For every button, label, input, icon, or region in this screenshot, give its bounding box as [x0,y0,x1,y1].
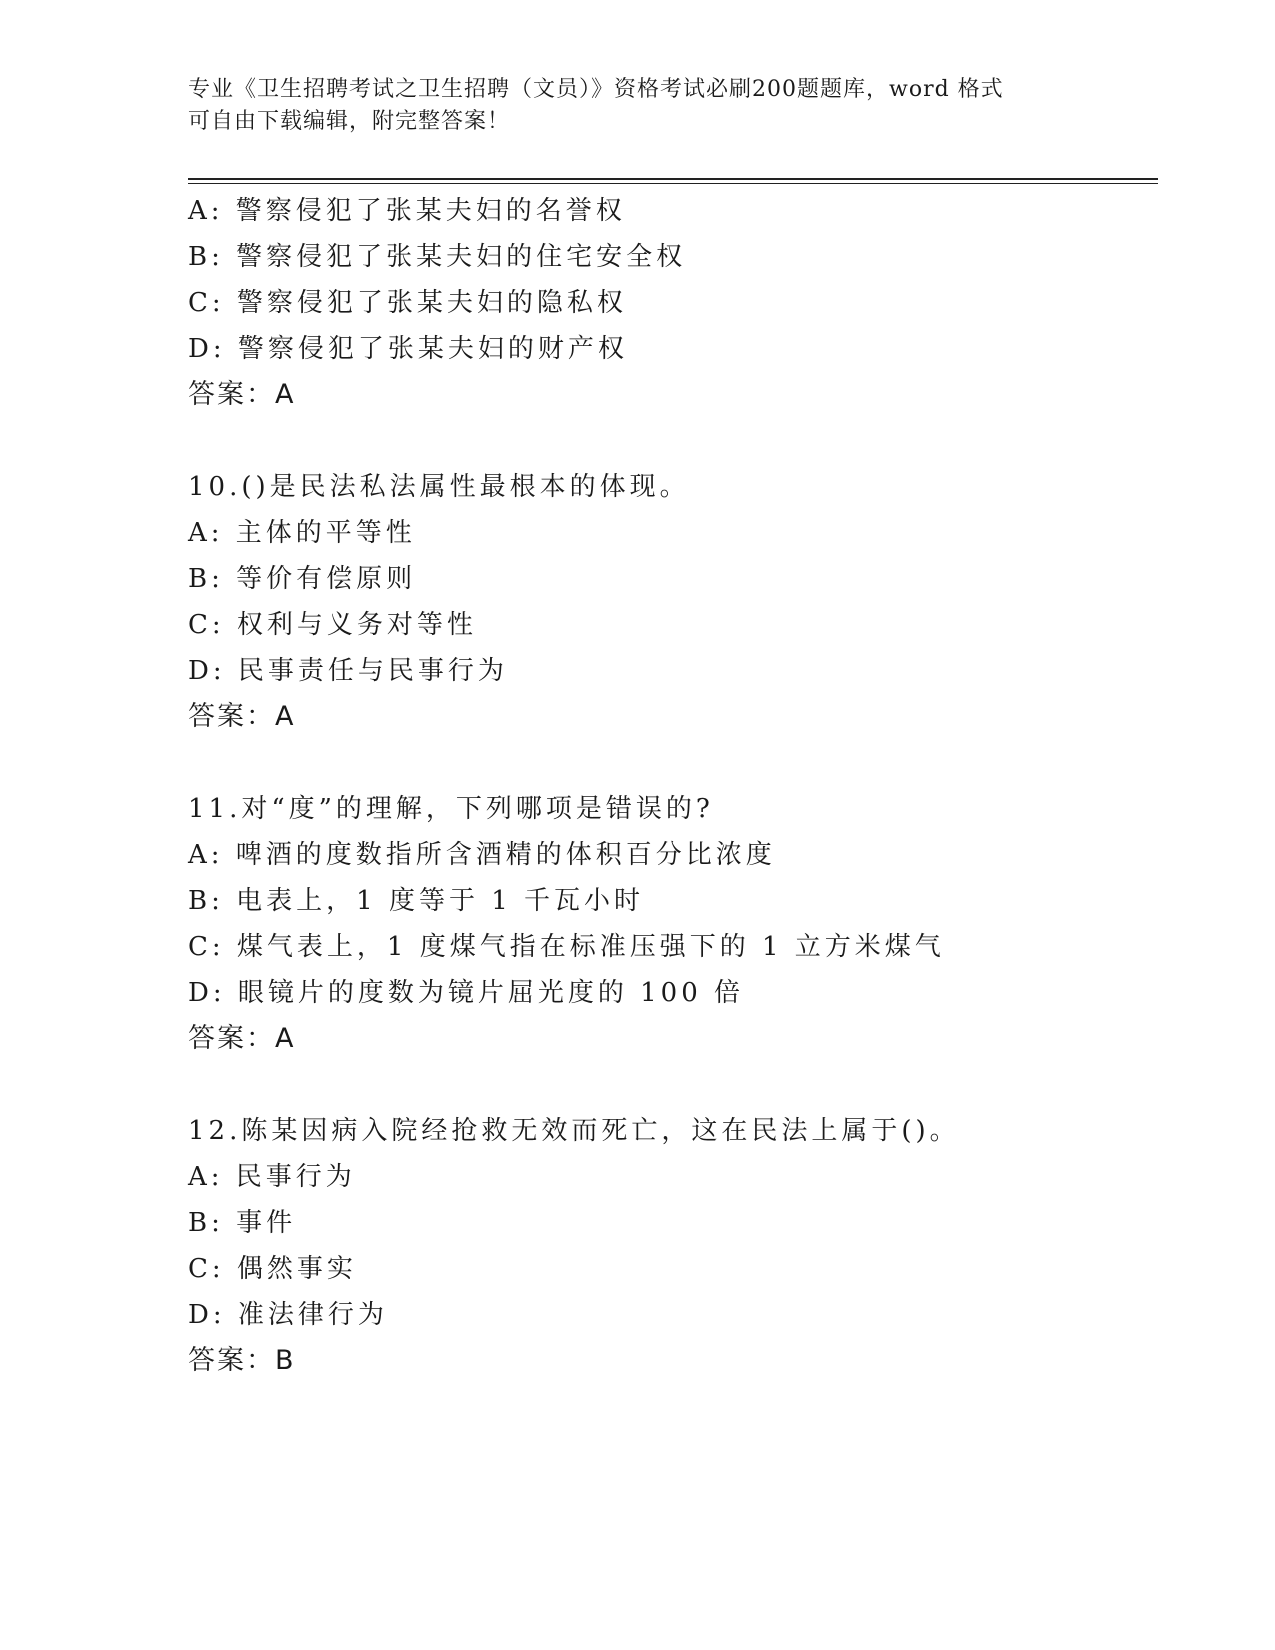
answer: 答案：B [188,1345,296,1376]
question-list [188,188,1148,1384]
option-c: C: 偶然事实 [188,1254,357,1284]
option-d: D: 准法律行为 [188,1300,388,1330]
header-line-2: 可自由下载编辑，附完整答案！ [188,109,511,134]
option-a: A: 警察侵犯了张某夫妇的名誉权 [188,196,626,226]
option-a: A: 主体的平等性 [188,518,416,548]
document-header [188,74,1088,138]
question-text: 10.()是民法私法属性最根本的体现。 [188,472,690,502]
option-b: B: 等价有偿原则 [188,564,417,594]
answer: 答案：A [188,379,296,410]
spacer [188,418,1148,464]
question-12 [188,1108,1148,1384]
answer: 答案：A [188,1023,296,1054]
spacer [188,740,1148,786]
option-d: D: 警察侵犯了张某夫妇的财产权 [188,334,628,364]
option-c: C: 煤气表上，1 度煤气指在标准压强下的 1 立方米煤气 [188,932,945,962]
spacer [188,1062,1148,1108]
answer: 答案：A [188,701,296,732]
question-text: 11.对“度”的理解，下列哪项是错误的? [188,794,714,824]
option-d: D: 眼镜片的度数为镜片屈光度的 100 倍 [188,978,745,1008]
option-b: B: 电表上，1 度等于 1 千瓦小时 [188,886,645,916]
option-b: B: 事件 [188,1208,297,1238]
option-a: A: 民事行为 [188,1162,356,1192]
option-a: A: 啤酒的度数指所含酒精的体积百分比浓度 [188,840,776,870]
option-d: D: 民事责任与民事行为 [188,656,508,686]
question-9 [188,188,1148,418]
option-c: C: 警察侵犯了张某夫妇的隐私权 [188,288,627,318]
header-line-1: 专业《卫生招聘考试之卫生招聘（文员）》资格考试必刷200题题库，word 格式 [188,77,1004,102]
option-b: B: 警察侵犯了张某夫妇的住宅安全权 [188,242,687,272]
question-10 [188,464,1148,740]
option-c: C: 权利与义务对等性 [188,610,477,640]
header-rule-thick [188,178,1158,180]
header-rule-thin [188,183,1158,184]
question-11 [188,786,1148,1062]
question-text: 12.陈某因病入院经抢救无效而死亡，这在民法上属于()。 [188,1116,960,1146]
